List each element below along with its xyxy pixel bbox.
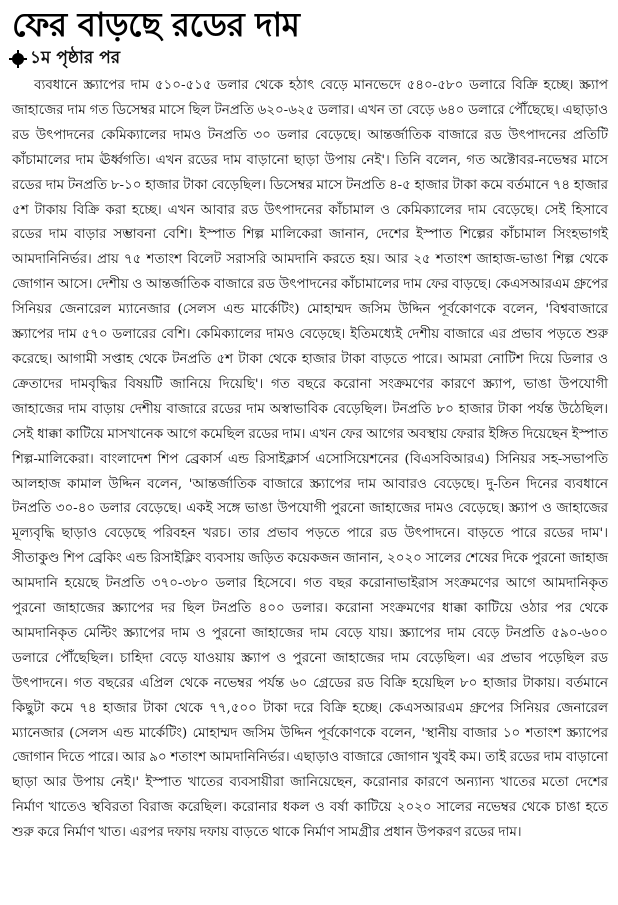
continued-from: [12, 46, 608, 72]
headline: ফের বাড়ছে রডের দাম: [12, 5, 300, 44]
continued-label: ১ম পৃষ্ঠার পর: [30, 48, 121, 68]
bullet-icon: [12, 53, 24, 65]
article-body: ব্যবধানে স্ক্র্যাপের দাম ৫১০-৫১৫ ডলার থেকে হঠাৎ বেড়ে মানভেদে ৫৪০-৫৮০ ডলারে বিক্রি হচ্ছে। স্ক্র্যাপ জাহাজের দাম গত ডিসেম্বর মাসে ছিল টনপ্রতি ৬২০-৬২৫ ডলার। এখন তা বেড়ে ৬৪০ ডলারে পৌঁছেছে। এছাড়াও রড উৎপাদনের কেমিক্যালের দামও টনপ্রতি ৩০ ডলার বেড়েছে। আন্তর্জাতিক বাজারে রড উৎপাদনের প্রতিটি কাঁচামালের দাম ঊর্ধ্বগতি। এখন রডের দাম বাড়ানো ছাড়া উপায় নেই'। তিনি বলেন, গত অক্টোবর-নভেম্বর মাসে রডের দাম টনপ্রতি ৮-১০ হাজার টাকা বেড়েছিল। ডিসেম্বর মাসে টনপ্রতি ৪-৫ হাজার টাকা কমে বর্তমানে ৭৪ হাজার ৫শ টাকায় বিক্রি করা হচ্ছে। এখন আবার রড উৎপাদনের কাঁচামাল ও কেমিক্যালের দাম বেড়েছে। সেই হিসাবে রডের দাম বাড়ার সম্ভাবনা বেশি। ইস্পাত শিল্প মালিকেরা জানান, দেশের ইস্পাত শিল্পের কাঁচামাল সিংহভাগই আমদানিনির্ভর। প্রায় ৭৫ শতাংশ বিলেট সরাসরি আমদানি করতে হয়। আর ২৫ শতাংশ জাহাজ-ভাঙা শিল্প থেকে জোগান আসে। দেশীয় ও আন্তর্জাতিক বাজারে রড উৎপাদনের কাঁচামালের দাম ফের বাড়ছে। কেএসআরএম গ্রুপের সিনিয়র জেনারেল ম্যানেজার (সেলস এন্ড মার্কেটিং) মোহাম্মদ জসিম উদ্দিন পূর্বকোণকে বলেন, 'বিশ্ববাজারে স্ক্র্যাপের দাম ৫৭০ ডলারের বেশি। কেমিক্যালের দামও বেড়েছে। ইতিমধ্যেই দেশীয় বাজারে এর প্রভাব পড়তে শুরু করেছে। আগামী সপ্তাহ থেকে টনপ্রতি ৫শ টাকা থেকে হাজার টাকা বাড়তে পারে। আমরা নোটিশ দিয়ে ডিলার ও ক্রেতাদের দামবৃদ্ধির বিষয়টি জানিয়ে দিয়েছি'। গত বছরে করোনা সংক্রমণের কারণে স্ক্র্যাপ, ভাঙা উপযোগী জাহাজের দাম বাড়ায় দেশীয় বাজারে রডের দাম অস্বাভাবিক বেড়েছিল। টনপ্রতি ৮০ হাজার টাকা পর্যন্ত উঠেছিল। সেই ধাক্কা কাটিয়ে মাসখানেক আগে কমেছিল রডের দাম। এখন ফের আগের অবস্থায় ফেরার ইঙ্গিত দিয়েছেন ইস্পাত শিল্প-মালিকেরা। বাংলাদেশ শিপ ব্রেকার্স এন্ড রিসাইক্লার্স এসোসিয়েশনের (বিএসবিআরএ) সিনিয়র সহ-সভাপতি আলহাজ কামাল উদ্দিন বলেন, 'আন্তর্জাতিক বাজারে স্ক্র্যাপের দাম আবারও বেড়েছে। দু-তিন দিনের ব্যবধানে টনপ্রতি ৩০-৪০ ডলার বেড়েছে। একই সঙ্গে ভাঙা উপযোগী পুরনো জাহাজের দামও বেড়েছে। স্ক্র্যাপ ও জাহাজের মূল্যবৃদ্ধি ছাড়াও বেড়েছে পরিবহন খরচ। তার প্রভাব পড়তে পারে রড উৎপাদনে। বাড়তে পারে রডের দাম'। সীতাকুণ্ড শিপ ব্রেকিং এন্ড রিসাইক্লিং ব্যবসায় জড়িত কয়েকজন জানান, ২০২০ সালের শেষের দিকে পুরনো জাহাজ আমদানি হয়েছে টনপ্রতি ৩৭০-৩৮০ ডলার হিসেবে। গত বছর করোনাভাইরাস সংক্রমণের আগে আমদানিকৃত পুরনো জাহাজের স্ক্র্যাপের দর ছিল টনপ্রতি ৪০০ ডলার। করোনা সংক্রমণের ধাক্কা কাটিয়ে ওঠার পর থেকে আমদানিকৃত মেল্টিং স্ক্র্যাপের দাম ও পুরনো জাহাজের দাম বেড়ে যায়। স্ক্র্যাপের দাম বেড়ে টনপ্রতি ৫৯০-৬০০ ডলারে পৌঁছেছিল। চাহিদা বেড়ে যাওয়ায় স্ক্র্যাপ ও পুরনো জাহাজের দাম বেড়েছিল। এর প্রভাব পড়েছিল রড উৎপাদনে। গত বছরের এপ্রিল থেকে নভেম্বর পর্যন্ত ৬০ গ্রেডের রড বিক্রি হয়েছিল ৮০ হাজার টাকায়। বর্তমানে কিছুটা কমে ৭৪ হাজার টাকা থেকে ৭৭,৫০০ টাকা দরে বিক্রি হচ্ছে। কেএসআরএম গ্রুপের সিনিয়র জেনারেল ম্যানেজার (সেলস এন্ড মার্কেটিং) মোহাম্মদ জসিম উদ্দিন পূর্বকোণকে বলেন, 'স্থানীয় বাজার ১০ শতাংশ স্ক্র্যাপের জোগান দিতে পারে। আর ৯০ শতাংশ আমদানিনির্ভর। এছাড়াও বাজারে জোগান খুবই কম। তাই রডের দাম বাড়ানো ছাড়া আর উপায় নেই।' ইস্পাত খাতের ব্যবসায়ীরা জানিয়েছেন, করোনার কারণে অন্যান্য খাতের মতো দেশের নির্মাণ খাতেও স্থবিরতা বিরাজ করেছিল। করোনার ধকল ও বর্ষা কাটিয়ে ২০২০ সালের নভেম্বর থেকে চাঙা হতে শুরু করে নির্মাণ খাত। এরপর দফায় দফায় বাড়তে থাকে নির্মাণ সামগ্রীর প্রধান উপকরণ রডের দাম।: [12, 78, 608, 841]
